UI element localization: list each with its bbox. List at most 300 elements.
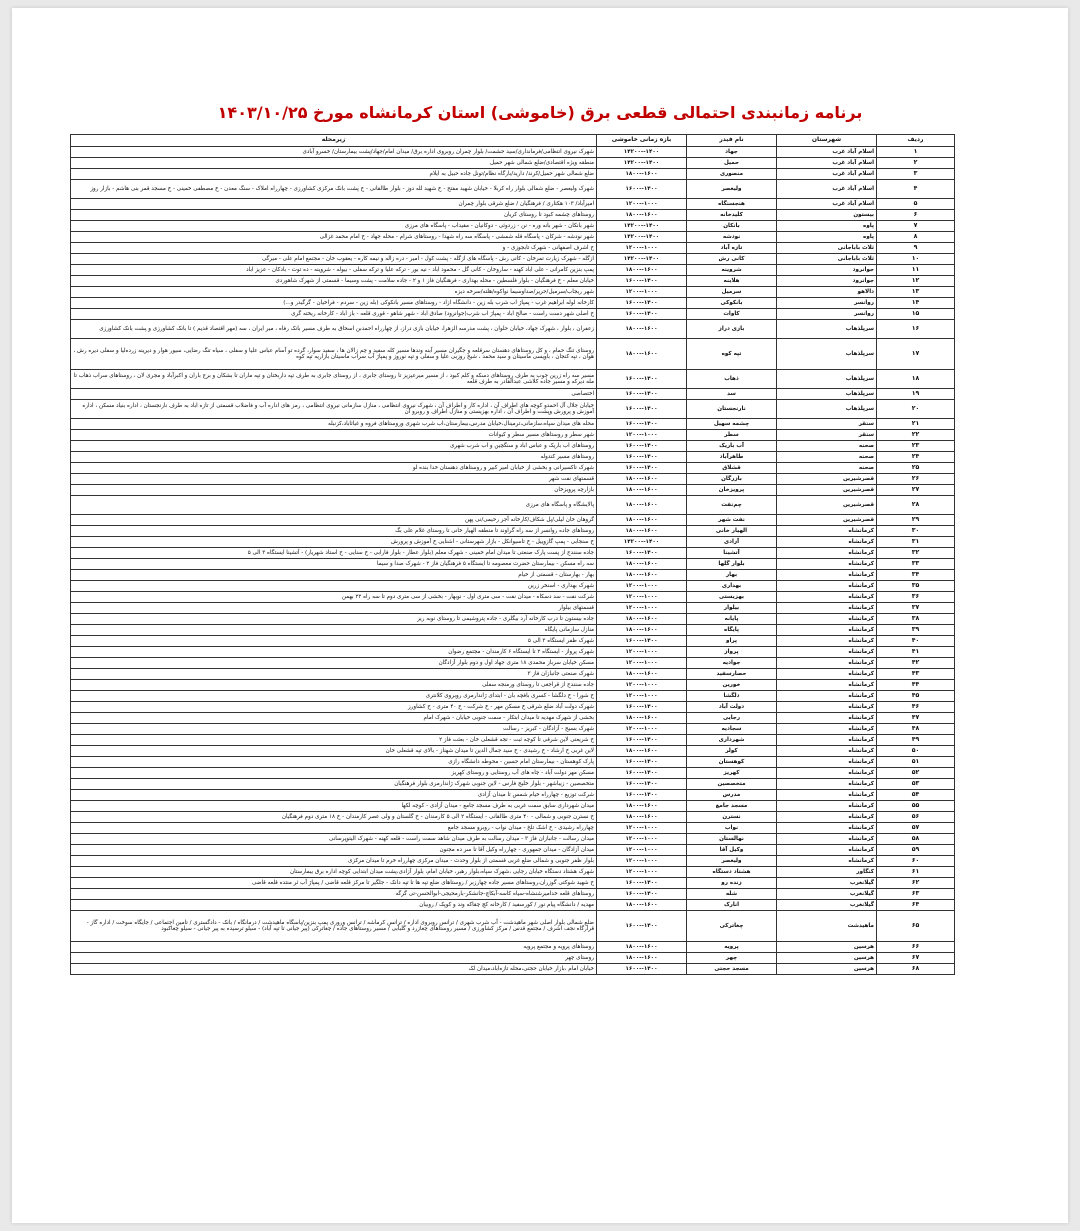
header-county: شهرستان [777, 135, 877, 147]
row-number: ۳۶ [877, 592, 955, 603]
neighborhood-cell: مسیر سه راه زرین جوب به طرف روستاهای دسکه و کلم کبود ، از مسیر میرعیزیز تا روستای جابری ، از روستای جابری به طرف تپه داربختان و تپه ماران تا بشکان و برج باران و اکبرآباد و مجری لان ، روستاهای سراب ذهاب تا مله دیرکه و مسیر جاده کلاشی عبدالقادر به طرف قلعه [71, 370, 597, 389]
table-body [71, 147, 955, 975]
table-row [71, 658, 955, 669]
neighborhood-cell: شهر سطر و روستاهای مسیر سطر و کیوانات [71, 430, 597, 441]
row-number: ۶۱ [877, 867, 955, 878]
row-number: ۱۹ [877, 389, 955, 400]
county-cell: کرمانشاه [777, 856, 877, 867]
row-number: ۲۵ [877, 463, 955, 474]
neighborhood-cell: چهارراه رشیدی - خ اشک تلخ - میدان نواب - روبرو مسجد جامع [71, 823, 597, 834]
neighborhood-cell: شهرک ظفر ایستگاه ۳ الی ۵ [71, 636, 597, 647]
table-row [71, 942, 955, 953]
time-window-cell: ۱۴۰۰--۱۶۰۰ [597, 768, 687, 779]
row-number: ۴۲ [877, 658, 955, 669]
neighborhood-cell: جاده سنندج از پست پارک صنعتی تا میدان امام خمینی - شهرک معلم (بلوار عطار - بلوار فارابی - خ سنایی - خ استاد شهریار) - آتشینا ایستگاه ۳ الی ۵ [71, 548, 597, 559]
row-number: ۵۰ [877, 746, 955, 757]
feeder-cell: تازه آباد [687, 243, 777, 254]
table-row [71, 680, 955, 691]
time-window-cell: ۱۴۰۰--۱۶۰۰ [597, 790, 687, 801]
county-cell: اسلام آباد غرب [777, 180, 877, 199]
neighborhood-cell: کارخانه لوله ابراهیم غرب - پمپاژ اب شرب بله زین - دانشگاه ازاد - روستاهای مسیر بانکوکی (بله زین - سردم - فراخیان - گرگیدر و...) [71, 298, 597, 309]
county-cell: اسلام آباد غرب [777, 169, 877, 180]
neighborhood-cell: خیابان معلم - خ فرهنگیان - بلوار فلسطین - محله بهداری - فرهنگیان فاز ۱ و ۲ - جاده سلامت - پشت وسیما - قسمتی از شهرک شاهوردی [71, 276, 597, 287]
table-row [71, 320, 955, 339]
table-row [71, 790, 955, 801]
county-cell: کرمانشاه [777, 559, 877, 570]
feeder-cell: دلگشا [687, 691, 777, 702]
time-window-cell: ۱۴۰۰--۱۶۰۰ [597, 779, 687, 790]
neighborhood-cell: سه راه مسکن - بیمارستان حضرت معصومه تا ایستگاه ۵ فرهنگیان فاز ۲ - شهرک صدا و سیما [71, 559, 597, 570]
neighborhood-cell: روستاهای قلعه خدامیرشنشاه-سیاه کاسه-آبکاچ-جانشکر-بارمحیجی-ابوالحسن-تی گرگه [71, 889, 597, 900]
county-cell: هرسین [777, 942, 877, 953]
feeder-cell: آتشینا [687, 548, 777, 559]
neighborhood-cell: خ اشرف اصفهانی - شهرک تابجوزی - و [71, 243, 597, 254]
table-row [71, 430, 955, 441]
neighborhood-cell: شهر نودشه - شرکان - پاسگاه قله شمشی - پاسگاه سه راه شهدا - روستاهای شرام - محله جهاد - خ امام محمد غزالی [71, 232, 597, 243]
feeder-cell: پرویزخان [687, 485, 777, 496]
row-number: ۱۶ [877, 320, 955, 339]
neighborhood-cell: لاین غربی خ ارشاد - خ رشیدی - خ سید جمال الدین تا میدان شهناز - بالای تپه قشعلی خان [71, 746, 597, 757]
table-row [71, 735, 955, 746]
county-cell: کرمانشاه [777, 669, 877, 680]
feeder-cell: خورین [687, 680, 777, 691]
feeder-cell: پرویه [687, 942, 777, 953]
feeder-cell: طاهرآباد [687, 452, 777, 463]
time-window-cell: ۱۴۰۰--۱۴۲۰۰ [597, 221, 687, 232]
county-cell: گیلانغرب [777, 878, 877, 889]
feeder-cell: هلاینه [687, 276, 777, 287]
feeder-cell: آزادی [687, 537, 777, 548]
feeder-cell: الهیار خانی [687, 526, 777, 537]
feeder-cell: کوهستان [687, 757, 777, 768]
time-window-cell: ۱۶۰۰--۱۸۰۰ [597, 953, 687, 964]
county-cell: کرمانشاه [777, 603, 877, 614]
county-cell: کرمانشاه [777, 735, 877, 746]
time-window-cell: ۱۴۰۰--۱۶۰۰ [597, 911, 687, 942]
time-window-cell: ۱۴۰۰--۱۶۰۰ [597, 452, 687, 463]
feeder-cell: بیلوار [687, 603, 777, 614]
feeder-cell: بازرگان [687, 474, 777, 485]
county-cell: کرمانشاه [777, 834, 877, 845]
time-window-cell: ۱۴۰۰--۱۶۰۰ [597, 400, 687, 419]
county-cell: کرمانشاه [777, 823, 877, 834]
feeder-cell: کهریز [687, 768, 777, 779]
time-window-cell: ۱۰۰۰--۱۲۰۰ [597, 856, 687, 867]
county-cell: سرپلذهاب [777, 400, 877, 419]
neighborhood-cell: ازگله - شهرک زیارت تمرخان - کانی رش - پاسگاه های ازگله - پشت کول - امیر - دره زاله و نیمه کاره - یعقوب خان - مجتمع امام علی - میرگی [71, 254, 597, 265]
county-cell: جوانرود [777, 276, 877, 287]
table-row [71, 964, 955, 975]
time-window-cell: ۱۶۰۰--۱۸۰۰ [597, 614, 687, 625]
neighborhood-cell: شهرک بهداری - اسنخر زرین [71, 581, 597, 592]
table-row [71, 702, 955, 713]
county-cell: سرپلذهاب [777, 339, 877, 370]
time-window-cell: ۱۶۰۰--۱۸۰۰ [597, 812, 687, 823]
row-number: ۴۵ [877, 691, 955, 702]
row-number: ۳۳ [877, 559, 955, 570]
neighborhood-cell: مسکن خیابان سرباز محمدی ۱۸ متری جهاد اول و دوم بلوار آزادگان [71, 658, 597, 669]
neighborhood-cell: روستاهای جاده روانسر از سه راه گراوند تا منطقه الهیار خانی تا روستای غلام علی بگ [71, 526, 597, 537]
table-row [71, 441, 955, 452]
neighborhood-cell: شهر ریجاب/سرمیل/حریر/صداوسیما نواکوه/هلته/سرخه دیزه [71, 287, 597, 298]
neighborhood-cell: گروهان خان لیلی/پل شکاف/کارخانه آجر رحیمی/نی پهن [71, 515, 597, 526]
county-cell: پاوه [777, 221, 877, 232]
feeder-cell: انارک [687, 900, 777, 911]
row-number: ۳۵ [877, 581, 955, 592]
row-number: ۶۰ [877, 856, 955, 867]
time-window-cell: ۱۴۰۰--۱۴۲۰۰ [597, 232, 687, 243]
feeder-cell: مسجد جامع [687, 801, 777, 812]
feeder-cell: بانکان [687, 221, 777, 232]
neighborhood-cell: شهرک صنعتی جانبازان فاز ۳ [71, 669, 597, 680]
time-window-cell: ۱۰۰۰--۱۲۰۰ [597, 691, 687, 702]
table-row [71, 276, 955, 287]
row-number: ۲۶ [877, 474, 955, 485]
time-window-cell: ۱۶۰۰--۱۸۰۰ [597, 746, 687, 757]
neighborhood-cell: محله های میدان سپاه،سازمانی،ترمینال،خیابان مدرس،بیمارستان،اب شرب شهری وروستاهای فروه و غیاثاباد،کزنبله [71, 419, 597, 430]
time-window-cell: ۱۰۰۰--۱۲۰۰ [597, 199, 687, 210]
time-window-cell: ۱۰۰۰--۱۲۰۰ [597, 287, 687, 298]
county-cell: سنقر [777, 419, 877, 430]
row-number: ۵۳ [877, 779, 955, 790]
county-cell: قصرشیرین [777, 474, 877, 485]
time-window-cell: ۱۶۰۰--۱۸۰۰ [597, 496, 687, 515]
row-number: ۲۲ [877, 430, 955, 441]
county-cell: روانسر [777, 309, 877, 320]
row-number: ۵۸ [877, 834, 955, 845]
neighborhood-cell: میدان رسالت - جانبازان فاز ۳ - میدان رسالت به طرف میدان شاهد سمت راست - قلعه کهنه - شهرک الیتوپرسانی [71, 834, 597, 845]
county-cell: کرمانشاه [777, 647, 877, 658]
table-row [71, 856, 955, 867]
table-row [71, 691, 955, 702]
table-row [71, 823, 955, 834]
row-number: ۵۲ [877, 768, 955, 779]
county-cell: صحنه [777, 452, 877, 463]
table-row [71, 232, 955, 243]
county-cell: هرسین [777, 953, 877, 964]
table-row [71, 243, 955, 254]
time-window-cell: ۱۶۰۰--۱۸۰۰ [597, 339, 687, 370]
row-number: ۳۲ [877, 548, 955, 559]
neighborhood-cell: پالایشگاه و پاسگاه های مرزی [71, 496, 597, 515]
time-window-cell: ۱۶۰۰--۱۸۰۰ [597, 169, 687, 180]
neighborhood-cell: مسکن مهر دولت آباد - چاه های آب روستایی و روستای کهریز [71, 768, 597, 779]
time-window-cell: ۱۴۰۰--۱۶۰۰ [597, 757, 687, 768]
neighborhood-cell: شرکت نفت - سد دسکاه - میدان نفت - سی متری اول - نوبهار - بخشی از سی متری دوم تا سه راه ۲۲ بهمن [71, 592, 597, 603]
neighborhood-cell: خ سنجابی - پمپ گازوییل - خ تاسیوانکل - بازار شهرستانی - اشنایی خ آموزش و پرورش [71, 537, 597, 548]
feeder-cell: مسجد حجتی [687, 964, 777, 975]
feeder-cell: بهداری [687, 581, 777, 592]
time-window-cell: ۱۶۰۰--۱۸۰۰ [597, 210, 687, 221]
row-number: ۳۰ [877, 526, 955, 537]
row-number: ۴۳ [877, 669, 955, 680]
neighborhood-cell: بازارچه پرویزخان [71, 485, 597, 496]
table-row [71, 496, 955, 515]
time-window-cell: ۱۶۰۰--۱۸۰۰ [597, 265, 687, 276]
feeder-cell: پایانه [687, 614, 777, 625]
header-time-window: بازه زمانی خاموشی [597, 135, 687, 147]
table-row [71, 370, 955, 389]
table-row [71, 287, 955, 298]
county-cell: کرمانشاه [777, 537, 877, 548]
neighborhood-cell: میدان شهرداری سایق سمت غربی به طرف مسجد جامع - میدان آزادی - کوچه لکها [71, 801, 597, 812]
time-window-cell: ۱۴۰۰--۱۶۰۰ [597, 389, 687, 400]
neighborhood-cell: پمپ بنزین کامرانی - علی اباد کهنه - ساروخان - کانی گل - محمود اباد - نیه بور - ترکه علیا و ترکه سفلی - بیوله - شروینه - ده توت - بادکان - عزیز اباد [71, 265, 597, 276]
row-number: ۶۸ [877, 964, 955, 975]
feeder-cell: وکیل آقا [687, 845, 777, 856]
neighborhood-cell: روستاهای پرویه و مجتمع پرویه [71, 942, 597, 953]
row-number: ۲۷ [877, 485, 955, 496]
table-row [71, 724, 955, 735]
feeder-cell: حمیل [687, 158, 777, 169]
county-cell: کرمانشاه [777, 636, 877, 647]
feeder-cell: کلیدخانه [687, 210, 777, 221]
neighborhood-cell: خ شورا - خ دلگشا - کسری بافچه بان - ابتدای ژاندارمری روبروی کلانتری [71, 691, 597, 702]
time-window-cell: ۱۶۰۰--۱۸۰۰ [597, 474, 687, 485]
feeder-cell: بازی دراز [687, 320, 777, 339]
row-number: ۲۱ [877, 419, 955, 430]
table-row [71, 581, 955, 592]
county-cell: هرسین [777, 964, 877, 975]
neighborhood-cell: خ شهید شوکتی گوزران،روستاهای مسیر جاده چهارزبر / روستاهای ضلع تپه ها تا تپه دانک - جلگیر تا مرکز قلعه قاضی / پمپاژ آب ثر منتده قلعه قاضی [71, 878, 597, 889]
neighborhood-cell: شهرک دولت آباد ضلع شرقی خ مسکن مهر - خ شرکت - خ ۴۰ متری - خ کشاورز [71, 702, 597, 713]
table-row [71, 812, 955, 823]
feeder-cell: ذهاب [687, 370, 777, 389]
table-row [71, 746, 955, 757]
table-row [71, 548, 955, 559]
feeder-cell: منصوری [687, 169, 777, 180]
table-row [71, 713, 955, 724]
table-row [71, 339, 955, 370]
table-row [71, 878, 955, 889]
time-window-cell: ۱۶۰۰--۱۸۰۰ [597, 801, 687, 812]
row-number: ۳۴ [877, 570, 955, 581]
county-cell: کنگاور [777, 867, 877, 878]
neighborhood-cell: قسمتهای نفت شهر [71, 474, 597, 485]
table-row [71, 180, 955, 199]
table-row [71, 570, 955, 581]
table-row [71, 911, 955, 942]
county-cell: کرمانشاه [777, 724, 877, 735]
neighborhood-cell: شهرک ولیعصر - ضلع شمالی بلوار راه کربلا - خیابان شهید مفتح - خ شهید لله دوز - بلوار طالقانی - خ پشت بانک مرکزی کشاورزی - چهارراه املاک - سنگ معدن - خ مصطفی خمینی - خ مسجد قمر بنی هاشم - بازار روز [71, 180, 597, 199]
feeder-cell: رجایی [687, 713, 777, 724]
table-row [71, 614, 955, 625]
time-window-cell: ۱۴۰۰--۱۶۰۰ [597, 548, 687, 559]
neighborhood-cell: شهرک تاکسیرانی و بخشی از خیابان امیر کبیر و روستاهای دهستان خدا بنده لو [71, 463, 597, 474]
row-number: ۱۱ [877, 265, 955, 276]
row-number: ۳ [877, 169, 955, 180]
row-number: ۴ [877, 180, 955, 199]
time-window-cell: ۱۴۰۰--۱۶۰۰ [597, 889, 687, 900]
row-number: ۵۵ [877, 801, 955, 812]
time-window-cell: ۱۴۰۰--۱۶۰۰ [597, 964, 687, 975]
feeder-cell: چهر [687, 953, 777, 964]
feeder-cell: شهرداری [687, 735, 777, 746]
neighborhood-cell: امیرآباد/ ۱۰۳ هکتاری / فرهنگیان / ضلع شرقی بلوار چمران [71, 199, 597, 210]
row-number: ۳۸ [877, 614, 955, 625]
neighborhood-cell: اختصاصی [71, 389, 597, 400]
time-window-cell: ۱۴۰۰--۱۶۰۰ [597, 298, 687, 309]
county-cell: کرمانشاه [777, 592, 877, 603]
time-window-cell: ۱۴۰۰--۱۴۲۰۰ [597, 158, 687, 169]
row-number: ۱ [877, 147, 955, 158]
feeder-cell: سرمیل [687, 287, 777, 298]
row-number: ۵۹ [877, 845, 955, 856]
row-number: ۶۳ [877, 889, 955, 900]
time-window-cell: ۱۰۰۰--۱۲۰۰ [597, 592, 687, 603]
feeder-cell: پرواز [687, 647, 777, 658]
county-cell: ماهیدشت [777, 911, 877, 942]
row-number: ۶۷ [877, 953, 955, 964]
county-cell: سنقر [777, 430, 877, 441]
row-number: ۱۵ [877, 309, 955, 320]
neighborhood-cell: خیابان امام ،بازار خیابان حجتی،محله تازه‌اباد،میدان لک [71, 964, 597, 975]
table-row [71, 526, 955, 537]
neighborhood-cell: زعفران ، بلوار ، شهرک جهاد، خیابان حلوان ، پشت مدرسه الزهرا، خیابان بازی دراز، از چهارراه احمدبن اسحاق به طرف مسیر بانک رفاه ، میر ایران ، سه (مهر اقتصاد قدیم ) تا بانک کشاورزی و پشت بانک کشاورزی [71, 320, 597, 339]
neighborhood-cell: خیابان جلال آل احمدو کوچه های اطراف آن ، اداره کار و اطراف آن ، شهرک نیروی انتظامی ، منازل سازمانی نیروی انتظامی ، رمز های اداره آب و فاضلاب قسمتی از تازه اباد به طرف نارنجستان ، اداره بنیاد مسکن ، اداره آموزش و پرورش وپشت و اطراف آن ، اداره بهزیستی و منازل اطراف و روبرو آن [71, 400, 597, 419]
county-cell: سرپلذهاب [777, 320, 877, 339]
county-cell: کرمانشاه [777, 801, 877, 812]
row-number: ۳۹ [877, 625, 955, 636]
feeder-cell: نهالستان [687, 834, 777, 845]
feeder-cell: آب باریک [687, 441, 777, 452]
row-number: ۱۰ [877, 254, 955, 265]
time-window-cell: ۱۴۰۰--۱۶۰۰ [597, 419, 687, 430]
header-neighborhood: زیرمحله [71, 135, 597, 147]
row-number: ۲۳ [877, 441, 955, 452]
table-row [71, 636, 955, 647]
county-cell: بیستون [777, 210, 877, 221]
row-number: ۱۴ [877, 298, 955, 309]
feeder-cell: شله [687, 889, 777, 900]
feeder-cell: پایگاه [687, 625, 777, 636]
table-row [71, 625, 955, 636]
table-row [71, 757, 955, 768]
feeder-cell: جهاد [687, 147, 777, 158]
table-row [71, 400, 955, 419]
feeder-cell: زنده رو [687, 878, 777, 889]
row-number: ۴۹ [877, 735, 955, 746]
time-window-cell: ۱۰۰۰--۱۲۰۰ [597, 845, 687, 856]
feeder-cell: قشلاق [687, 463, 777, 474]
row-number: ۵۶ [877, 812, 955, 823]
table-row [71, 801, 955, 812]
table-row [71, 603, 955, 614]
header-feeder: نام فیدر [687, 135, 777, 147]
row-number: ۹ [877, 243, 955, 254]
county-cell: جوانرود [777, 265, 877, 276]
row-number: ۶ [877, 210, 955, 221]
row-number: ۵۷ [877, 823, 955, 834]
neighborhood-cell: شرکت توزیع - چهارراه خیام شمس تا میدان آزادی [71, 790, 597, 801]
county-cell: اسلام آباد غرب [777, 199, 877, 210]
table-row [71, 768, 955, 779]
neighborhood-cell: خ اصلی شهر دست راست - صالح اباد - پمپاژ اب شرب(جوانرود) صادق اباد - شهر شاهو - قوری قلعه - باز اباد - کارخانه ریخته گری [71, 309, 597, 320]
neighborhood-cell: ضلع شمالی بلوار اصلی شهر ماهیدشت - آب شرب شهری / ترانس روبروی اداره / ترانس کرماشه / ترانس وروری پمپ بنزین/پاسگاه ماهیدشت / درمانگاه / بانک - دادگستری / تامین اجتماعی / جایگاه سوخت / اداره گاز - قرارگاه نجف اشرف / مجتمع قدس / مرکز کشاورزی / مسیر روستاهای چغازرد و گلبابی / مسیر روستاهای جاده / چغاترکی (پیر جیانی تا تپه آباد) - سیلو ترسیده به پیر جیانی - سیلو چغاکبود [71, 911, 597, 942]
feeder-cell: کاوات [687, 309, 777, 320]
time-window-cell: ۱۰۰۰--۱۲۰۰ [597, 834, 687, 845]
time-window-cell: ۱۶۰۰--۱۸۰۰ [597, 559, 687, 570]
county-cell: ثلاث باباجانی [777, 254, 877, 265]
table-row [71, 474, 955, 485]
time-window-cell: ۱۶۰۰--۱۸۰۰ [597, 570, 687, 581]
neighborhood-cell: جاده بیستون تا درب کارخانه آرد بیگلری - جاده پتروشیمی تا روستای نوبه ریز [71, 614, 597, 625]
neighborhood-cell: بخشی از شهرک مهدیه تا میدان ابتکار - سمت جنوبی خیابان - شهرک امام [71, 713, 597, 724]
neighborhood-cell: روستای چهر [71, 953, 597, 964]
time-window-cell: ۱۴۰۰--۱۶۰۰ [597, 370, 687, 389]
county-cell: کرمانشاه [777, 526, 877, 537]
feeder-cell: کولر [687, 746, 777, 757]
time-window-cell: ۱۰۰۰--۱۲۰۰ [597, 658, 687, 669]
county-cell: کرمانشاه [777, 702, 877, 713]
table-row [71, 485, 955, 496]
feeder-cell: نسترن [687, 812, 777, 823]
feeder-cell: تپه کوه [687, 339, 777, 370]
county-cell: کرمانشاه [777, 691, 877, 702]
time-window-cell: ۱۴۰۰--۱۶۰۰ [597, 463, 687, 474]
feeder-cell: نفت شهر [687, 515, 777, 526]
time-window-cell: ۱۴۰۰--۱۶۰۰ [597, 735, 687, 746]
county-cell: کرمانشاه [777, 625, 877, 636]
table-row [71, 889, 955, 900]
row-number: ۴۰ [877, 636, 955, 647]
time-window-cell: ۱۶۰۰--۱۸۰۰ [597, 900, 687, 911]
row-number: ۵۴ [877, 790, 955, 801]
time-window-cell: ۱۰۰۰--۱۲۰۰ [597, 430, 687, 441]
row-number: ۱۳ [877, 287, 955, 298]
feeder-cell: هشتاد دستگاه [687, 867, 777, 878]
neighborhood-cell: روستاهای چشمه کبود تا روستای کریان [71, 210, 597, 221]
feeder-cell: حصارسفید [687, 669, 777, 680]
table-row [71, 452, 955, 463]
county-cell: کرمانشاه [777, 768, 877, 779]
feeder-cell: نواب [687, 823, 777, 834]
time-window-cell: ۱۴۰۰--۱۶۰۰ [597, 636, 687, 647]
feeder-cell: سجادیه [687, 724, 777, 735]
table-header-row [71, 135, 955, 147]
county-cell: قصرشیرین [777, 485, 877, 496]
time-window-cell: ۱۴۰۰--۱۶۰۰ [597, 878, 687, 889]
county-cell: گیلانغرب [777, 889, 877, 900]
time-window-cell: ۱۶۰۰--۱۸۰۰ [597, 669, 687, 680]
time-window-cell: ۱۰۰۰--۱۲۰۰ [597, 680, 687, 691]
neighborhood-cell: جاده سنندج از قراجغی تا روستای ورمنجه سفلی [71, 680, 597, 691]
neighborhood-cell: منطقه ویژه اقتصادی/ضلع شمالی شهر حمیل [71, 158, 597, 169]
feeder-cell: چم‌نفت [687, 496, 777, 515]
row-number: ۳۱ [877, 537, 955, 548]
table-row [71, 559, 955, 570]
table-row [71, 669, 955, 680]
county-cell: کرمانشاه [777, 570, 877, 581]
feeder-cell: چغاترکی [687, 911, 777, 942]
row-number: ۸ [877, 232, 955, 243]
table-row [71, 169, 955, 180]
row-number: ۱۲ [877, 276, 955, 287]
county-cell: کرمانشاه [777, 581, 877, 592]
row-number: ۶۴ [877, 900, 955, 911]
county-cell: کرمانشاه [777, 658, 877, 669]
table-row [71, 389, 955, 400]
time-window-cell: ۱۰۰۰--۱۲۰۰ [597, 724, 687, 735]
county-cell: اسلام آباد غرب [777, 147, 877, 158]
row-number: ۵ [877, 199, 955, 210]
time-window-cell: ۱۰۰۰--۱۲۰۰ [597, 823, 687, 834]
feeder-cell: نودشه [687, 232, 777, 243]
time-window-cell: ۱۶۰۰--۱۸۰۰ [597, 526, 687, 537]
time-window-cell: ۱۴۰۰--۱۴۲۰۰ [597, 537, 687, 548]
row-number: ۲۰ [877, 400, 955, 419]
table-row [71, 867, 955, 878]
